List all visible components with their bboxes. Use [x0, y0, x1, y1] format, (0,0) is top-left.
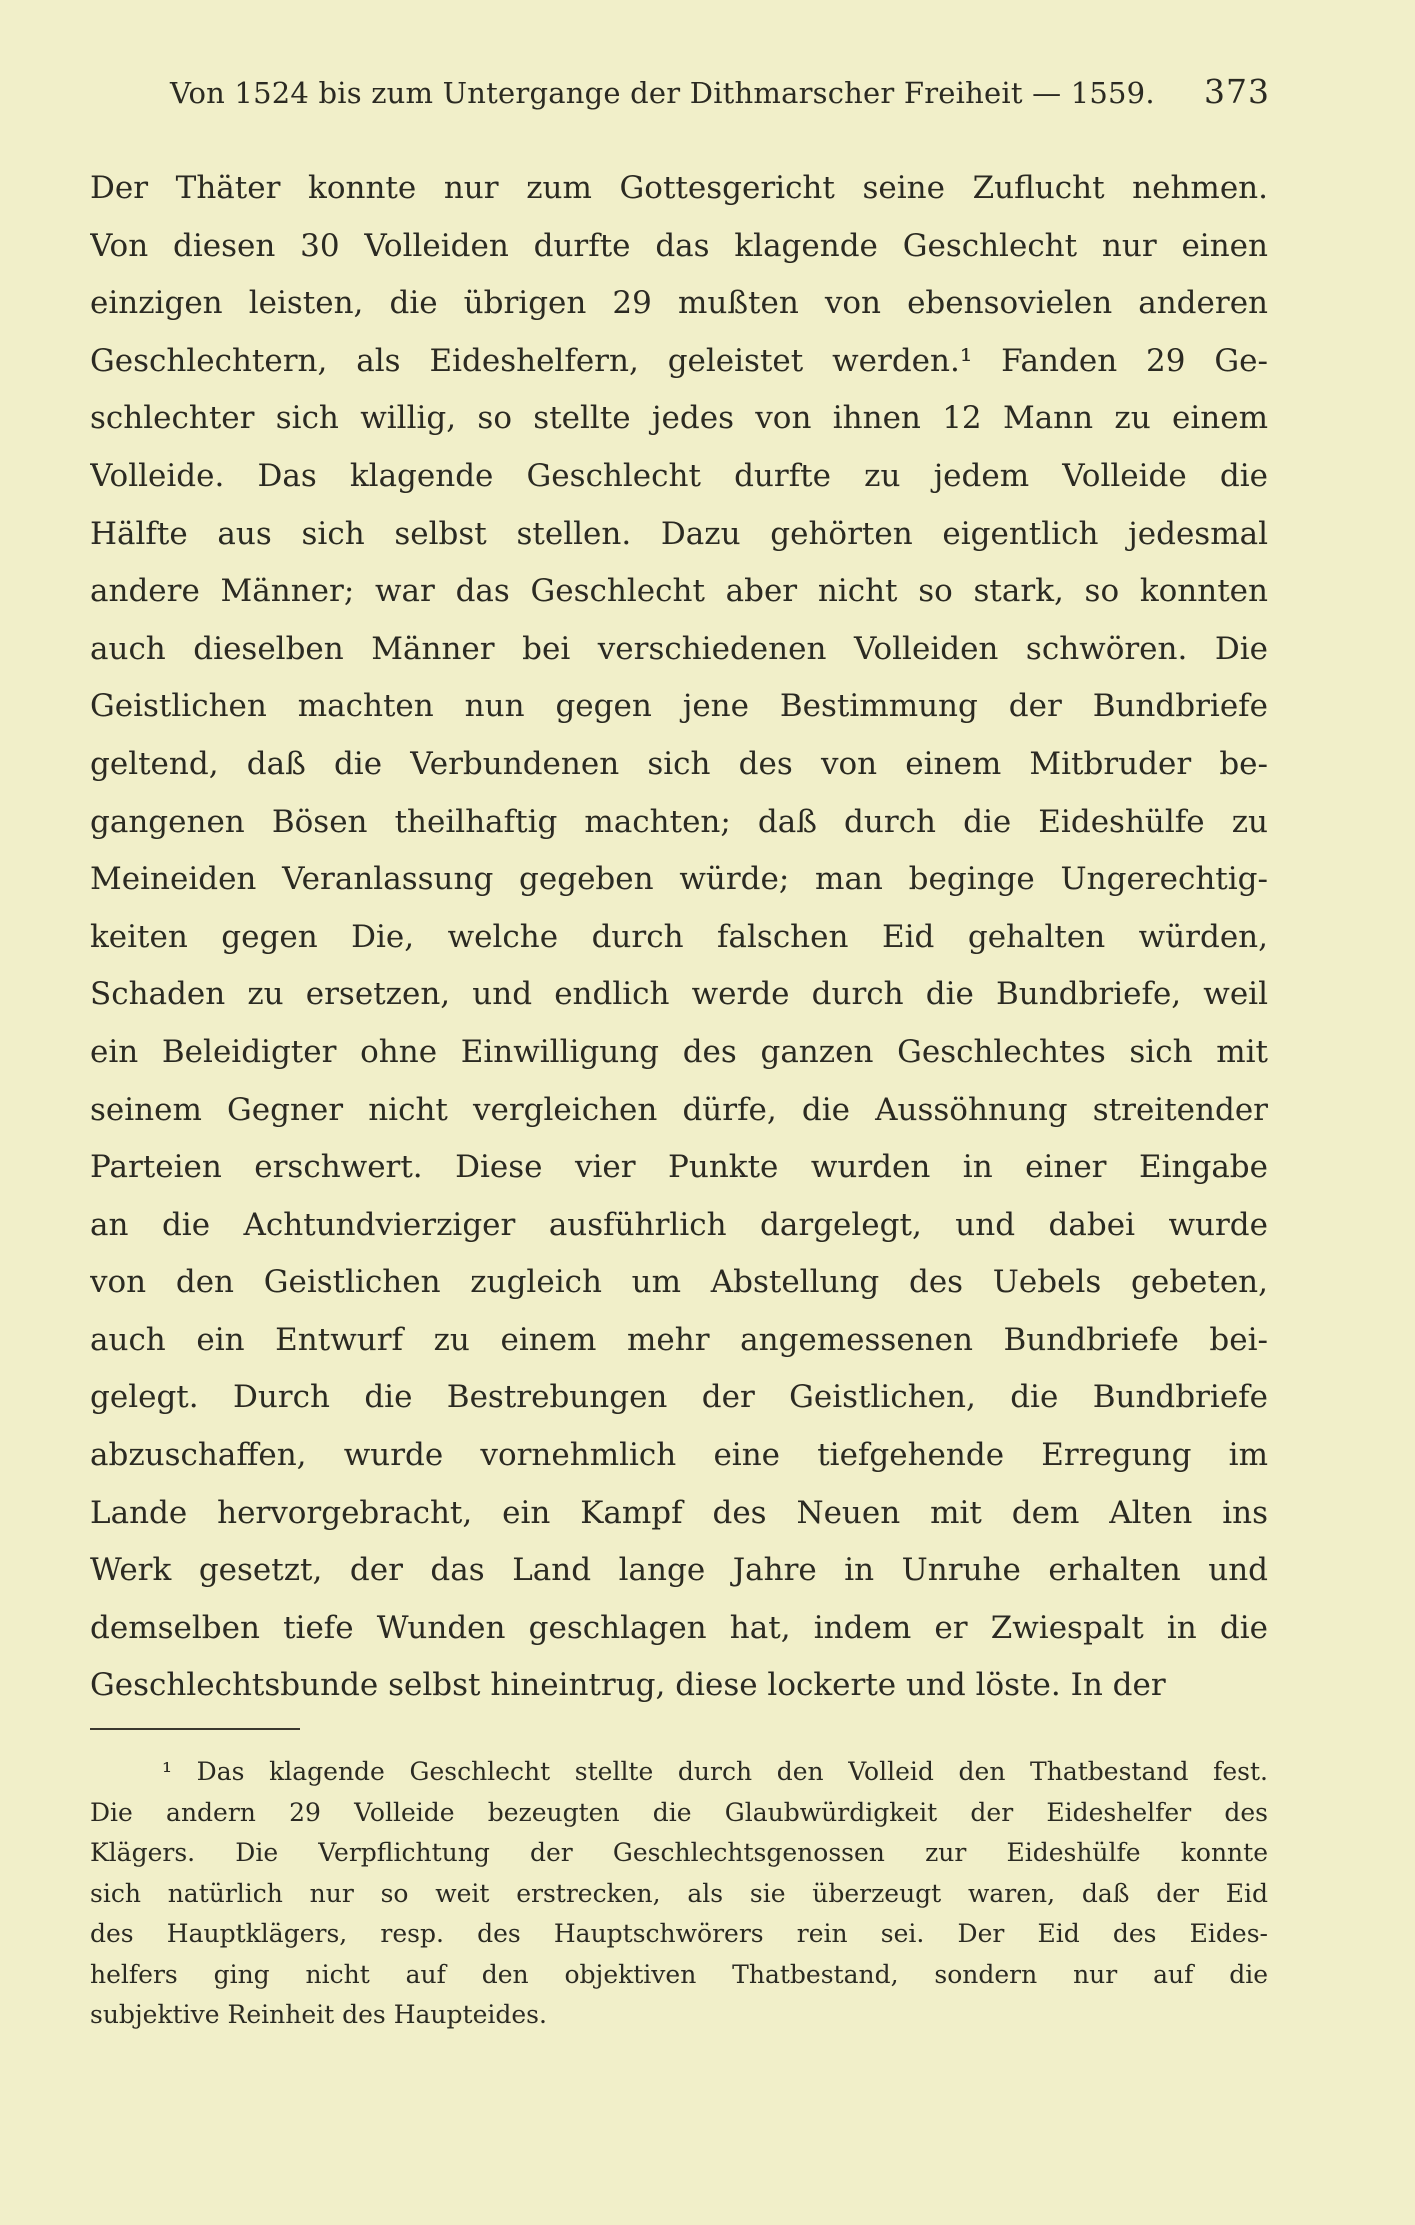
text-line: von den Geistlichen zugleich um Abstellung des Uebels gebeten,	[90, 1264, 1268, 1301]
main-text	[90, 160, 1268, 1715]
text-line: demselben tiefe Wunden geschlagen hat, indem er Zwiespalt in die	[90, 1609, 1268, 1646]
text-line: andere Männer; war das Geschlecht aber nicht so stark, so konnten	[90, 573, 1268, 610]
text-line: Werk gesetzt, der das Land lange Jahre in Unruhe erhalten und	[90, 1552, 1268, 1589]
footnote	[90, 1752, 1268, 2036]
text-line: Von diesen 30 Volleiden durfte das klagende Geschlecht nur einen	[90, 227, 1268, 264]
footnote-line: subjektive Reinheit des Haupteides.	[90, 2000, 547, 2029]
footnote-line: des Hauptklägers, resp. des Hauptschwörers rein sei. Der Eid des Eides-	[90, 1919, 1268, 1948]
footnote-line: ¹ Das klagende Geschlecht stellte durch den Volleid den Thatbestand fest.	[162, 1757, 1268, 1786]
text-line: geltend, daß die Verbundenen sich des von einem Mitbruder be-	[90, 745, 1268, 782]
running-title: Von 1524 bis zum Untergange der Dithmarscher Freiheit — 1559.	[170, 76, 1155, 110]
text-line: abzuschaffen, wurde vornehmlich eine tiefgehende Erregung im	[90, 1437, 1268, 1474]
footnote-line: sich natürlich nur so weit erstrecken, als sie überzeugt waren, daß der Eid	[90, 1878, 1268, 1908]
footnote-divider	[90, 1728, 300, 1730]
footnote-line: Die andern 29 Volleide bezeugten die Glaubwürdigkeit der Eideshelfer des	[90, 1797, 1268, 1827]
text-line: gelegt. Durch die Bestrebungen der Geistlichen, die Bundbriefe	[90, 1379, 1268, 1416]
text-line: Geistlichen machten nun gegen jene Bestimmung der Bundbriefe	[90, 688, 1268, 725]
text-line: Lande hervorgebracht, ein Kampf des Neuen mit dem Alten ins	[90, 1494, 1268, 1531]
text-line: einzigen leisten, die übrigen 29 mußten von ebensovielen anderen	[90, 285, 1268, 322]
text-line: Hälfte aus sich selbst stellen. Dazu gehörten eigentlich jedesmal	[90, 515, 1268, 552]
text-line: Der Thäter konnte nur zum Gottesgericht seine Zuflucht nehmen.	[90, 170, 1268, 206]
text-line: seinem Gegner nicht vergleichen dürfe, die Aussöhnung streitender	[90, 1091, 1268, 1128]
footnote-line: Klägers. Die Verpflichtung der Geschlechtsgenossen zur Eideshülfe konnte	[90, 1838, 1268, 1867]
text-line: Volleide. Das klagende Geschlecht durfte zu jedem Volleide die	[90, 457, 1268, 494]
text-line: ein Beleidigter ohne Einwilligung des ganzen Geschlechtes sich mit	[90, 1033, 1268, 1070]
text-line: Meineiden Veranlassung gegeben würde; man beginge Ungerechtig-	[90, 861, 1268, 898]
text-line: an die Achtundvierziger ausführlich dargelegt, und dabei wurde	[90, 1206, 1268, 1243]
text-line: Geschlechtsbunde selbst hineintrug, diese lockerte und löste. In der	[90, 1667, 1166, 1704]
text-line: Geschlechtern, als Eideshelfern, geleistet werden.¹ Fanden 29 Ge-	[90, 342, 1268, 379]
text-line: auch dieselben Männer bei verschiedenen Volleiden schwören. Die	[90, 630, 1268, 667]
text-line: schlechter sich willig, so stellte jedes von ihnen 12 Mann zu einem	[90, 400, 1268, 437]
text-line: Schaden zu ersetzen, und endlich werde durch die Bundbriefe, weil	[90, 976, 1268, 1013]
text-line: auch ein Entwurf zu einem mehr angemessenen Bundbriefe bei-	[90, 1321, 1268, 1358]
text-line: Parteien erschwert. Diese vier Punkte wurden in einer Eingabe	[90, 1149, 1268, 1186]
page-number: 373	[1204, 72, 1270, 111]
text-line: gangenen Bösen theilhaftig machten; daß durch die Eideshülfe zu	[90, 803, 1268, 840]
running-header	[170, 72, 1270, 111]
text-line: keiten gegen Die, welche durch falschen Eid gehalten würden,	[90, 918, 1268, 955]
footnote-line: helfers ging nicht auf den objektiven Thatbestand, sondern nur auf die	[90, 1959, 1268, 1989]
